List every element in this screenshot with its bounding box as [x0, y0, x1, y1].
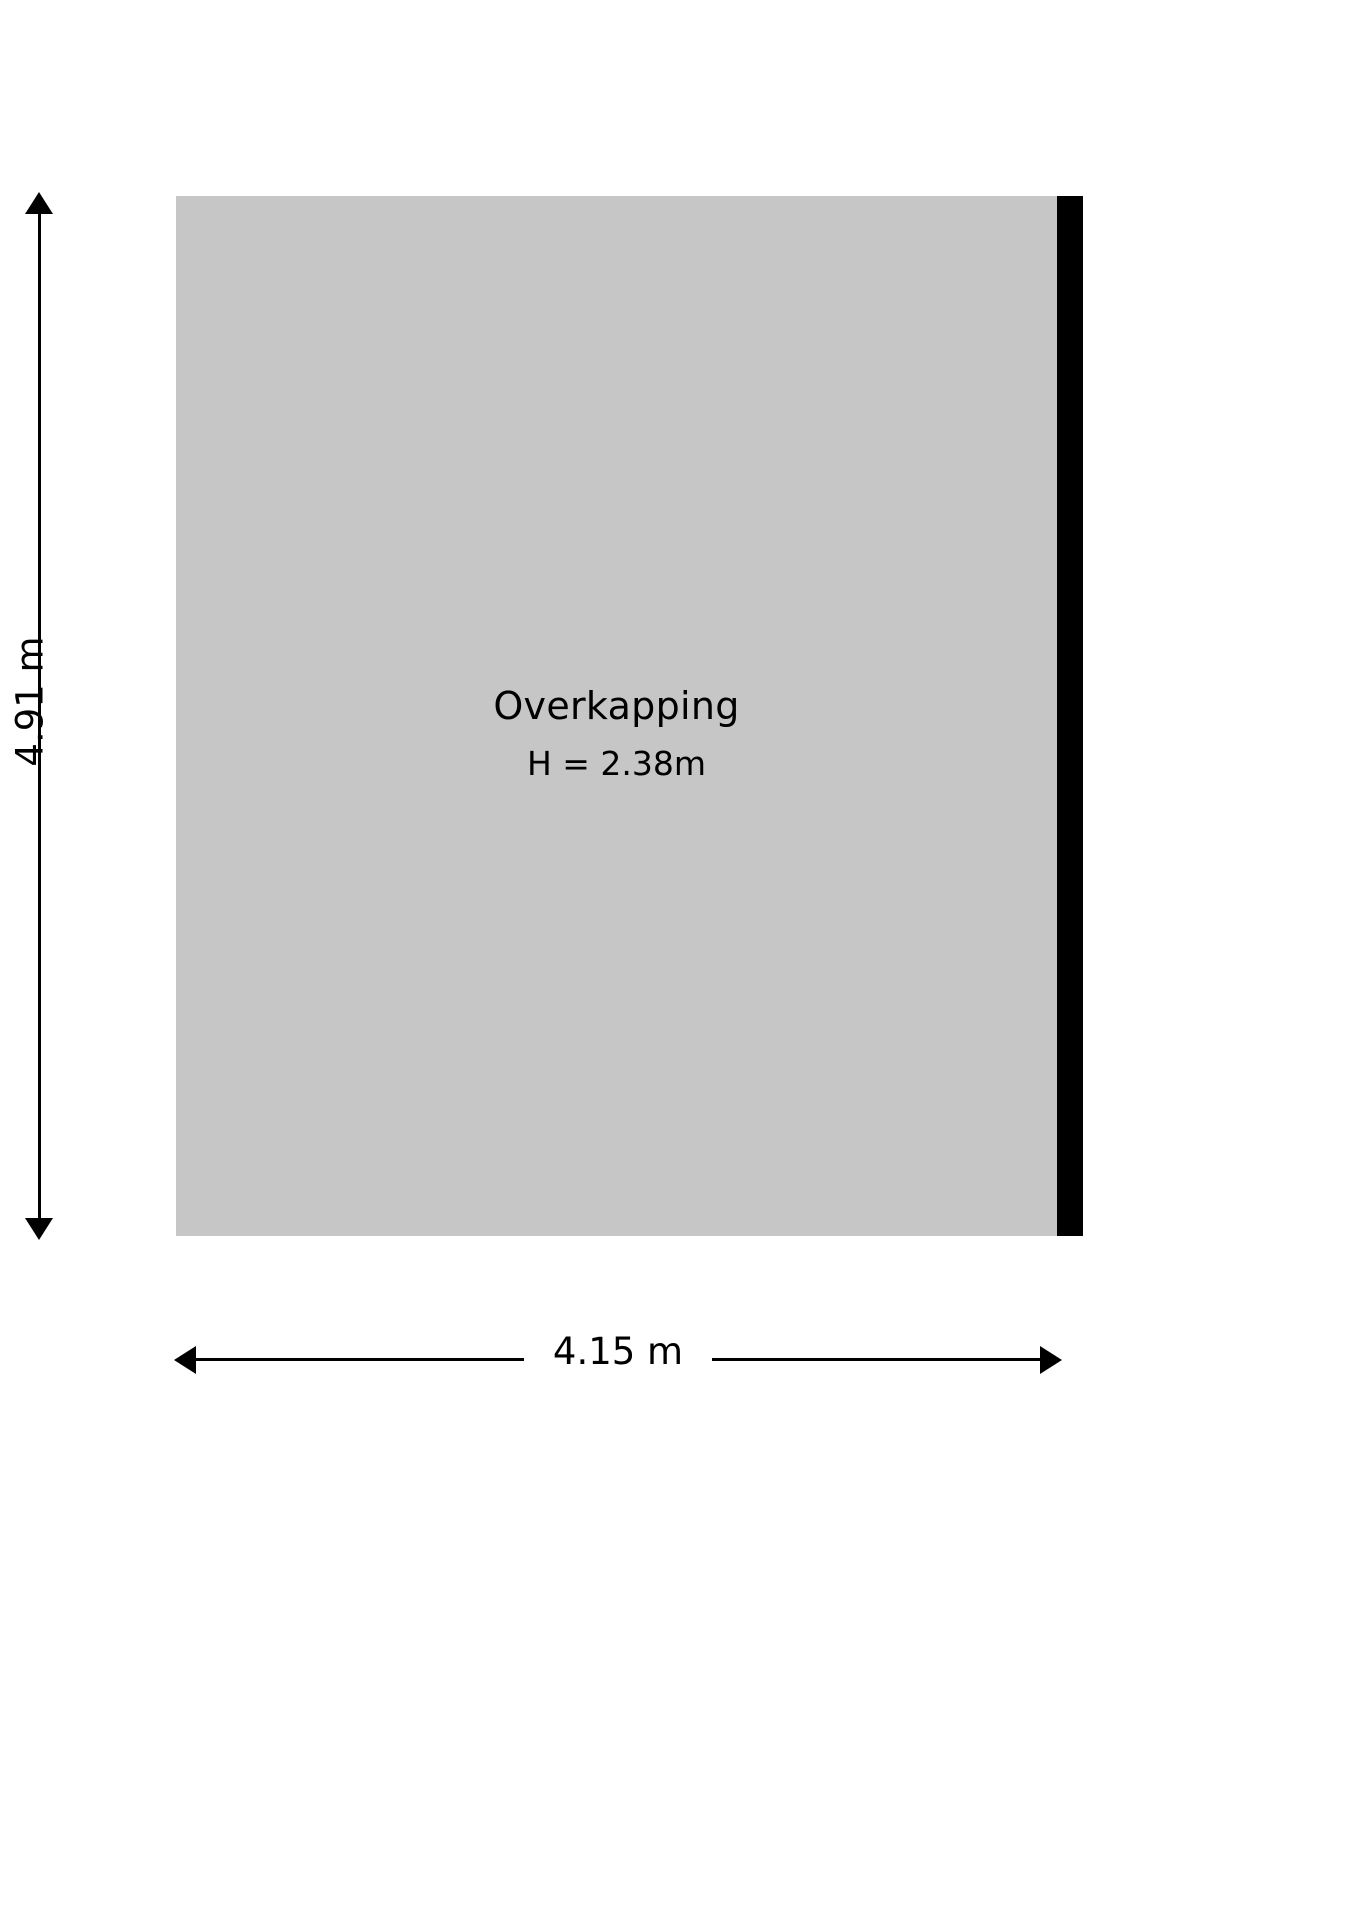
dimension-horizontal — [172, 1330, 1064, 1390]
wall-right — [1057, 196, 1083, 1236]
arrow-down-icon — [25, 1218, 53, 1240]
dimension-vertical-label: 4.91 m — [8, 636, 52, 767]
dimension-line-horizontal-right — [712, 1358, 1042, 1361]
room-name: Overkapping — [493, 684, 740, 728]
dimension-vertical — [0, 190, 90, 1242]
room-label-group — [176, 680, 1057, 788]
room-height: H = 2.38m — [526, 744, 707, 783]
arrow-left-icon — [174, 1346, 196, 1374]
arrow-right-icon — [1040, 1346, 1062, 1374]
dimension-horizontal-label: 4.15 m — [552, 1330, 684, 1373]
dimension-line-horizontal-left — [194, 1358, 524, 1361]
